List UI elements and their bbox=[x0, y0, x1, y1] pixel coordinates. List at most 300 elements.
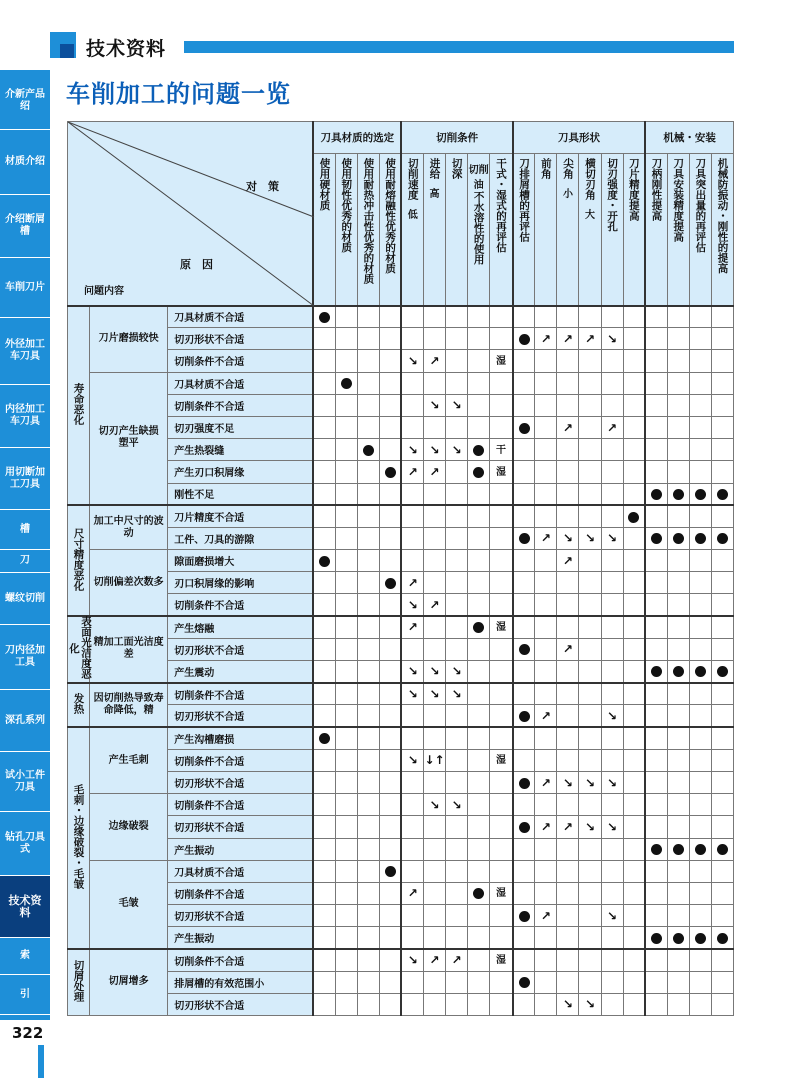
filled-dot-icon bbox=[385, 866, 396, 877]
mark-cell bbox=[468, 594, 490, 616]
mark-cell bbox=[535, 749, 557, 771]
arrow-down-icon: ↘ bbox=[607, 531, 618, 546]
mark-cell bbox=[579, 882, 601, 904]
cause-cell: 切刃强度不足 bbox=[168, 416, 313, 438]
mark-cell bbox=[689, 616, 711, 638]
mark-cell bbox=[335, 771, 357, 793]
mark-cell bbox=[535, 416, 557, 438]
category-cell bbox=[68, 505, 90, 616]
mark-cell bbox=[335, 905, 357, 927]
mark-cell bbox=[513, 993, 535, 1015]
mark-cell bbox=[623, 705, 645, 727]
column-header-label: 使用耐热冲击性优秀的材质 bbox=[362, 158, 375, 284]
filled-dot-icon bbox=[385, 467, 396, 478]
arrow-down-icon: ↘ bbox=[451, 442, 462, 457]
column-header-label: 使用耐熔融性优秀的材质 bbox=[384, 158, 397, 274]
mark-cell bbox=[645, 505, 667, 527]
column-header-6 bbox=[424, 154, 446, 306]
mark-cell bbox=[557, 771, 579, 793]
mark-cell bbox=[711, 749, 733, 771]
mark-cell bbox=[601, 927, 623, 949]
filled-dot-icon bbox=[695, 844, 706, 855]
mark-cell bbox=[689, 505, 711, 527]
mark-cell bbox=[513, 572, 535, 594]
filled-dot-icon bbox=[519, 423, 530, 434]
mark-cell bbox=[689, 638, 711, 660]
arrow-up-icon: ↗ bbox=[429, 353, 440, 368]
mark-cell bbox=[579, 705, 601, 727]
mark-cell bbox=[357, 416, 379, 438]
table-row bbox=[68, 572, 734, 594]
cause-cell: 产生热裂缝 bbox=[168, 439, 313, 461]
mark-cell bbox=[424, 394, 446, 416]
mark-cell bbox=[468, 461, 490, 483]
mark-cell bbox=[401, 949, 423, 971]
mark-cell bbox=[601, 860, 623, 882]
mark-cell bbox=[689, 949, 711, 971]
mark-cell bbox=[513, 683, 535, 705]
sub-problem-cell: 精加工面光洁度差 bbox=[90, 616, 168, 683]
mark-cell bbox=[623, 860, 645, 882]
mark-cell bbox=[446, 949, 468, 971]
mark-cell bbox=[513, 949, 535, 971]
filled-dot-icon bbox=[519, 711, 530, 722]
mark-cell bbox=[335, 350, 357, 372]
column-header-5 bbox=[401, 154, 423, 306]
cause-cell: 切削条件不合适 bbox=[168, 394, 313, 416]
mark-cell bbox=[711, 416, 733, 438]
mark-cell bbox=[379, 372, 401, 394]
sidebar-item-11[interactable]: 刀内径加工具 bbox=[0, 625, 50, 690]
mark-cell bbox=[401, 328, 423, 350]
mark-cell bbox=[468, 705, 490, 727]
mark-cell bbox=[711, 705, 733, 727]
sidebar-item-13[interactable]: 试小工件刀具 bbox=[0, 752, 50, 812]
mark-cell bbox=[623, 461, 645, 483]
mark-cell bbox=[513, 638, 535, 660]
sidebar-item-5[interactable]: 外径加工车刀具 bbox=[0, 318, 50, 385]
mark-cell bbox=[623, 816, 645, 838]
table-row bbox=[68, 350, 734, 372]
mark-cell bbox=[379, 616, 401, 638]
column-header-11 bbox=[535, 154, 557, 306]
mark-cell bbox=[557, 550, 579, 572]
mark-cell bbox=[557, 572, 579, 594]
mark-text: ↓↑ bbox=[424, 753, 445, 768]
mark-cell bbox=[645, 527, 667, 549]
column-header-15 bbox=[623, 154, 645, 306]
sidebar-item-1[interactable]: 介新产品绍 bbox=[0, 72, 50, 130]
mark-cell bbox=[667, 927, 689, 949]
cause-cell: 切削条件不合适 bbox=[168, 882, 313, 904]
mark-cell bbox=[424, 328, 446, 350]
mark-cell bbox=[689, 527, 711, 549]
mark-cell bbox=[468, 638, 490, 660]
mark-cell bbox=[579, 683, 601, 705]
sidebar-item-4[interactable]: 车削刀片 bbox=[0, 258, 50, 318]
filled-dot-icon bbox=[319, 312, 330, 323]
mark-cell bbox=[490, 505, 513, 527]
sidebar-item-3[interactable]: 介绍断屑槽 bbox=[0, 195, 50, 258]
mark-cell bbox=[535, 860, 557, 882]
cause-cell: 产生震动 bbox=[168, 661, 313, 683]
mark-cell bbox=[535, 882, 557, 904]
mark-cell bbox=[645, 860, 667, 882]
table-row bbox=[68, 882, 734, 904]
mark-cell bbox=[335, 927, 357, 949]
mark-cell bbox=[313, 394, 335, 416]
mark-cell bbox=[579, 461, 601, 483]
mark-cell bbox=[357, 683, 379, 705]
column-header-3 bbox=[357, 154, 379, 306]
mark-cell bbox=[313, 372, 335, 394]
table-row bbox=[68, 993, 734, 1015]
arrow-down-icon: ↘ bbox=[451, 687, 462, 702]
mark-cell bbox=[401, 882, 423, 904]
arrow-up-icon: ↗ bbox=[540, 819, 551, 834]
mark-cell bbox=[379, 816, 401, 838]
mark-cell bbox=[557, 483, 579, 505]
mark-cell bbox=[645, 949, 667, 971]
cause-cell: 切削条件不合适 bbox=[168, 683, 313, 705]
mark-cell bbox=[379, 749, 401, 771]
high-label: 高 bbox=[429, 189, 440, 200]
column-header-4 bbox=[379, 154, 401, 306]
filled-dot-icon bbox=[717, 489, 728, 500]
mark-cell bbox=[424, 661, 446, 683]
column-header-label: 机械防振动・刚性的提高 bbox=[716, 158, 729, 274]
sidebar-item-16[interactable]: 索 bbox=[0, 938, 50, 975]
table-row bbox=[68, 461, 734, 483]
mark-cell bbox=[446, 505, 468, 527]
mark-cell bbox=[667, 550, 689, 572]
filled-dot-icon bbox=[519, 334, 530, 345]
mark-cell bbox=[689, 927, 711, 949]
cause-cell: 刃口积屑缘的影响 bbox=[168, 572, 313, 594]
table-row bbox=[68, 372, 734, 394]
mark-cell bbox=[335, 461, 357, 483]
group-header-cutting-conditions: 切削条件 bbox=[401, 122, 512, 154]
table-row bbox=[68, 638, 734, 660]
mark-cell bbox=[601, 306, 623, 328]
mark-cell bbox=[313, 860, 335, 882]
mark-cell bbox=[401, 661, 423, 683]
mark-cell bbox=[313, 771, 335, 793]
mark-cell bbox=[379, 838, 401, 860]
mark-cell bbox=[468, 572, 490, 594]
filled-dot-icon bbox=[673, 489, 684, 500]
mark-cell bbox=[379, 505, 401, 527]
mark-cell bbox=[667, 638, 689, 660]
mark-cell bbox=[623, 749, 645, 771]
low-label: 低 bbox=[407, 210, 418, 221]
arrow-down-icon: ↘ bbox=[451, 398, 462, 413]
sidebar-item-17[interactable]: 引 bbox=[0, 975, 50, 1015]
mark-cell bbox=[379, 794, 401, 816]
corner-measures-label: 对 策 bbox=[246, 180, 279, 193]
sidebar-item-8[interactable]: 槽 bbox=[0, 510, 50, 550]
mark-cell bbox=[667, 882, 689, 904]
mark-cell bbox=[513, 727, 535, 749]
mark-cell bbox=[557, 860, 579, 882]
mark-cell bbox=[535, 993, 557, 1015]
mark-cell bbox=[468, 616, 490, 638]
filled-dot-icon bbox=[651, 844, 662, 855]
mark-cell bbox=[357, 993, 379, 1015]
mark-cell bbox=[424, 794, 446, 816]
mark-cell bbox=[468, 860, 490, 882]
mark-cell bbox=[490, 416, 513, 438]
mark-cell bbox=[357, 794, 379, 816]
sub-problem-cell: 刀片磨损较快 bbox=[90, 306, 168, 373]
mark-cell bbox=[711, 661, 733, 683]
mark-cell bbox=[446, 550, 468, 572]
mark-cell bbox=[379, 727, 401, 749]
sidebar-item-14[interactable]: 钻孔刀具式 bbox=[0, 812, 50, 876]
mark-cell bbox=[667, 350, 689, 372]
cutting-oil-label: 切削油 bbox=[468, 165, 489, 191]
mark-cell bbox=[689, 993, 711, 1015]
mark-cell bbox=[667, 328, 689, 350]
mark-cell bbox=[689, 328, 711, 350]
mark-cell bbox=[490, 616, 513, 638]
mark-cell bbox=[490, 527, 513, 549]
cause-cell: 切削条件不合适 bbox=[168, 350, 313, 372]
mark-cell bbox=[557, 949, 579, 971]
mark-cell bbox=[490, 838, 513, 860]
filled-dot-icon bbox=[363, 445, 374, 456]
mark-cell bbox=[446, 794, 468, 816]
mark-cell bbox=[446, 328, 468, 350]
mark-cell bbox=[623, 594, 645, 616]
mark-text: 湿 bbox=[495, 955, 506, 967]
filled-dot-icon bbox=[319, 556, 330, 567]
mark-cell bbox=[446, 882, 468, 904]
mark-cell bbox=[379, 705, 401, 727]
mark-cell bbox=[557, 439, 579, 461]
mark-cell bbox=[424, 993, 446, 1015]
arrow-down-icon: ↘ bbox=[562, 531, 573, 546]
mark-cell bbox=[557, 616, 579, 638]
mark-cell bbox=[557, 638, 579, 660]
mark-cell bbox=[535, 971, 557, 993]
column-header-label: 刀柄刚性提高 bbox=[650, 158, 663, 221]
filled-dot-icon bbox=[673, 933, 684, 944]
mark-cell bbox=[468, 838, 490, 860]
sidebar-item-2[interactable]: 材质介绍 bbox=[0, 130, 50, 195]
mark-cell bbox=[379, 594, 401, 616]
mark-cell bbox=[601, 705, 623, 727]
mark-cell bbox=[446, 683, 468, 705]
mark-cell bbox=[667, 416, 689, 438]
sidebar-item-10[interactable]: 螺纹切削 bbox=[0, 573, 50, 625]
mark-cell bbox=[667, 439, 689, 461]
mark-cell bbox=[313, 705, 335, 727]
header-bar bbox=[184, 41, 734, 53]
arrow-up-icon: ↗ bbox=[562, 819, 573, 834]
mark-cell bbox=[446, 727, 468, 749]
mark-cell bbox=[689, 860, 711, 882]
cause-cell: 切刃形状不合适 bbox=[168, 993, 313, 1015]
mark-cell bbox=[313, 550, 335, 572]
mark-cell bbox=[379, 394, 401, 416]
sub-problem-cell: 切屑增多 bbox=[90, 949, 168, 1016]
mark-cell bbox=[424, 771, 446, 793]
filled-dot-icon bbox=[695, 666, 706, 677]
mark-cell bbox=[601, 971, 623, 993]
mark-cell bbox=[335, 306, 357, 328]
sidebar-item-6[interactable]: 内径加工车刀具 bbox=[0, 385, 50, 448]
mark-cell bbox=[601, 350, 623, 372]
mark-cell bbox=[689, 572, 711, 594]
arrow-down-icon: ↘ bbox=[607, 331, 618, 346]
filled-dot-icon bbox=[695, 489, 706, 500]
mark-cell bbox=[557, 394, 579, 416]
mark-cell bbox=[711, 794, 733, 816]
arrow-down-icon: ↘ bbox=[429, 664, 440, 679]
mark-cell bbox=[357, 394, 379, 416]
filled-dot-icon bbox=[519, 533, 530, 544]
mark-cell bbox=[601, 394, 623, 416]
mark-cell bbox=[401, 971, 423, 993]
mark-cell bbox=[357, 572, 379, 594]
column-header-label: 进给 bbox=[428, 158, 441, 179]
arrow-down-icon: ↘ bbox=[451, 664, 462, 679]
mark-cell bbox=[335, 838, 357, 860]
mark-cell bbox=[313, 727, 335, 749]
mark-cell bbox=[667, 971, 689, 993]
mark-cell bbox=[335, 993, 357, 1015]
mark-cell bbox=[535, 683, 557, 705]
mark-cell bbox=[513, 705, 535, 727]
mark-cell bbox=[623, 306, 645, 328]
sidebar-item-7[interactable]: 用切断加工刀具 bbox=[0, 448, 50, 510]
mark-cell bbox=[490, 306, 513, 328]
mark-cell bbox=[513, 505, 535, 527]
mark-cell bbox=[579, 483, 601, 505]
mark-cell bbox=[557, 594, 579, 616]
mark-cell bbox=[468, 550, 490, 572]
filled-dot-icon bbox=[717, 844, 728, 855]
mark-cell bbox=[601, 461, 623, 483]
mark-cell bbox=[513, 439, 535, 461]
mark-text: 湿 bbox=[495, 755, 506, 767]
category-cell bbox=[68, 306, 90, 506]
mark-cell bbox=[513, 838, 535, 860]
mark-cell bbox=[357, 372, 379, 394]
table-row bbox=[68, 416, 734, 438]
mark-cell bbox=[513, 328, 535, 350]
mark-cell bbox=[579, 949, 601, 971]
mark-cell bbox=[579, 572, 601, 594]
mark-cell bbox=[401, 439, 423, 461]
filled-dot-icon bbox=[341, 378, 352, 389]
mark-cell bbox=[535, 661, 557, 683]
mark-cell bbox=[601, 550, 623, 572]
mark-text: 湿 bbox=[495, 888, 506, 900]
column-header-17 bbox=[667, 154, 689, 306]
mark-cell bbox=[645, 594, 667, 616]
mark-cell bbox=[335, 550, 357, 572]
mark-cell bbox=[667, 372, 689, 394]
mark-cell bbox=[335, 416, 357, 438]
category-cell bbox=[68, 683, 90, 727]
mark-cell bbox=[490, 727, 513, 749]
mark-cell bbox=[446, 594, 468, 616]
arrow-up-icon: ↗ bbox=[407, 620, 418, 635]
mark-cell bbox=[490, 949, 513, 971]
mark-cell bbox=[468, 416, 490, 438]
mark-cell bbox=[623, 416, 645, 438]
mark-cell bbox=[579, 638, 601, 660]
mark-cell bbox=[711, 927, 733, 949]
arrow-up-icon: ↗ bbox=[540, 531, 551, 546]
arrow-down-icon: ↘ bbox=[562, 997, 573, 1012]
column-header-label: 刀片精度提高 bbox=[627, 158, 640, 221]
mark-cell bbox=[623, 993, 645, 1015]
arrow-up-icon: ↗ bbox=[540, 908, 551, 923]
mark-cell bbox=[667, 727, 689, 749]
mark-cell bbox=[601, 749, 623, 771]
mark-cell bbox=[468, 949, 490, 971]
page-title: 车削加工的问题一览 bbox=[66, 80, 291, 108]
cause-cell: 切刃形状不合适 bbox=[168, 905, 313, 927]
table-row bbox=[68, 527, 734, 549]
mark-text: 湿 bbox=[495, 622, 506, 634]
mark-cell bbox=[513, 372, 535, 394]
mark-cell bbox=[446, 572, 468, 594]
mark-cell bbox=[357, 550, 379, 572]
mark-cell bbox=[490, 461, 513, 483]
mark-cell bbox=[424, 527, 446, 549]
mark-cell bbox=[313, 816, 335, 838]
mark-cell bbox=[689, 905, 711, 927]
mark-cell bbox=[313, 971, 335, 993]
arrow-up-icon: ↗ bbox=[562, 420, 573, 435]
sidebar-item-12[interactable]: 深孔系列 bbox=[0, 690, 50, 752]
mark-cell bbox=[468, 683, 490, 705]
mark-cell bbox=[623, 838, 645, 860]
mark-cell bbox=[711, 949, 733, 971]
table-row bbox=[68, 616, 734, 638]
column-header-label: 使用硬材质 bbox=[318, 158, 331, 211]
table-row bbox=[68, 771, 734, 793]
mark-cell bbox=[513, 771, 535, 793]
mark-cell bbox=[313, 993, 335, 1015]
mark-cell bbox=[468, 483, 490, 505]
column-header-label: 不水溶性的使用 bbox=[472, 191, 485, 265]
cause-cell: 产生熔融 bbox=[168, 616, 313, 638]
mark-cell bbox=[379, 439, 401, 461]
cause-cell: 产生沟槽磨损 bbox=[168, 727, 313, 749]
mark-cell bbox=[579, 372, 601, 394]
mark-cell bbox=[667, 461, 689, 483]
mark-cell bbox=[313, 306, 335, 328]
sidebar-item-9[interactable]: 刀 bbox=[0, 550, 50, 573]
arrow-down-icon: ↘ bbox=[584, 531, 596, 546]
page-number: 322 bbox=[12, 1024, 44, 1042]
mark-cell bbox=[357, 461, 379, 483]
mark-cell bbox=[313, 927, 335, 949]
sidebar-item-15[interactable]: 技术资料 bbox=[0, 876, 50, 938]
mark-cell bbox=[535, 905, 557, 927]
arrow-up-icon: ↗ bbox=[540, 775, 551, 790]
filled-dot-icon bbox=[519, 911, 530, 922]
arrow-up-icon: ↗ bbox=[451, 953, 462, 968]
column-header-1 bbox=[313, 154, 335, 306]
mark-cell bbox=[711, 350, 733, 372]
cause-cell: 切刃形状不合适 bbox=[168, 771, 313, 793]
